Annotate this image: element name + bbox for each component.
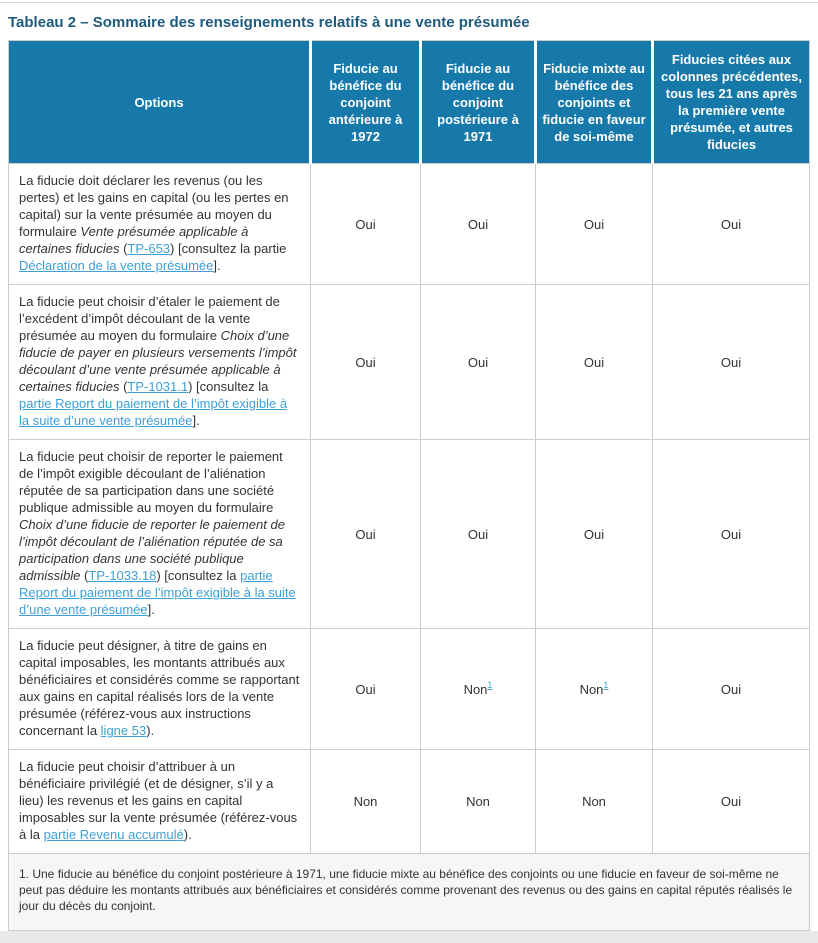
- answer-cell: Non: [311, 750, 421, 854]
- column-header: Fiducie au bénéfice du conjoint postérieure à 1971: [421, 41, 536, 164]
- option-description: La fiducie doit déclarer les revenus (ou les pertes) et les gains en capital (ou les pertes en capital) sur la vente présumée au moyen du formulaire Vente présumée applicable à certaines fiducies (TP-653) [consultez la partie Déclaration de la vente présumée].: [9, 164, 311, 285]
- answer-cell: Oui: [421, 285, 536, 440]
- option-description: La fiducie peut choisir d’étaler le paiement de l’excédent d’impôt découlant de la vente présumée au moyen du formulaire Choix d’une fiducie de payer en plusieurs versements l’impôt découlant d’une vente présumée applicable à certaines fiducies (TP-1031.1) [consultez la partie Report du paiement de l’impôt exigible à la suite d’une vente présumée].: [9, 285, 311, 440]
- table-row: [9, 164, 810, 285]
- answer-cell: Oui: [536, 285, 653, 440]
- answer-cell: Oui: [653, 285, 810, 440]
- answer-cell: Non$^1$: [421, 629, 536, 750]
- form-title: Vente présumée applicable à certaines fiducies: [19, 224, 249, 256]
- answer-cell: Oui: [311, 629, 421, 750]
- option-description: La fiducie peut choisir de reporter le paiement de l’impôt exigible découlant de l’aliénation réputée de sa participation dans une société publique admissible au moyen du formulaire Choix d’une fiducie de reporter le paiement de l’impôt découlant de l’aliénation réputée de sa participation dans une société publique admissible (TP-1033.18) [consultez la partie Report du paiement de l’impôt exigible à la suite d’une vente présumée].: [9, 440, 311, 629]
- inline-link[interactable]: TP-1031.1: [127, 379, 189, 394]
- table-row: [9, 750, 810, 854]
- answer-cell: Oui: [421, 164, 536, 285]
- form-title: Choix d’une fiducie de reporter le paiement de l’impôt découlant de l’aliénation réputée de sa participation dans une société publique admissible: [19, 517, 285, 583]
- column-header: Options: [9, 41, 311, 164]
- top-divider: [0, 2, 818, 3]
- answer-cell: Oui: [653, 750, 810, 854]
- answer-cell: Non: [421, 750, 536, 854]
- inline-link[interactable]: Déclaration de la vente présumée: [19, 258, 214, 273]
- answer-cell: Oui: [653, 629, 810, 750]
- page-title: Tableau 2 – Sommaire des renseignements relatifs à une vente présumée: [8, 14, 530, 31]
- answer-cell: Non$^1$: [536, 629, 653, 750]
- table-row: [9, 285, 810, 440]
- footnote-row: [9, 854, 810, 931]
- inline-link[interactable]: partie Report du paiement de l’impôt exigible à la suite d’une vente présumée: [19, 396, 288, 428]
- form-title: Choix d’une fiducie de payer en plusieurs versements l’impôt découlant d’une vente présumée applicable à certaines fiducies: [19, 328, 297, 394]
- answer-cell: Oui: [421, 440, 536, 629]
- footnote-text: 1. Une fiducie au bénéfice du conjoint postérieure à 1971, une fiducie mixte au bénéfice des conjoints ou une fiducie en faveur de soi-même ne peut pas déduire les montants attribués aux bénéficiaires et considérés comme provenant des revenus ou des gains en capital réputés réalisés le jour du décès du conjoint.: [9, 854, 810, 931]
- answer-cell: Oui: [653, 440, 810, 629]
- answer-cell: Oui: [536, 164, 653, 285]
- inline-link[interactable]: TP-653: [127, 241, 171, 256]
- bottom-section-divider: [0, 931, 818, 943]
- answer-cell: Oui: [653, 164, 810, 285]
- inline-link[interactable]: TP-1033.18: [88, 568, 157, 583]
- footnote-ref-link[interactable]: 1: [487, 680, 493, 691]
- column-header: Fiducies citées aux colonnes précédentes, tous les 21 ans après la première vente présumée, et autres fiducies: [653, 41, 810, 164]
- page-content: [0, 13, 818, 931]
- option-description: La fiducie peut désigner, à titre de gains en capital imposables, les montants attribués aux bénéficiaires et considérés comme se rapportant aux gains en capital réalisés lors de la vente présumée (référez-vous aux instructions concernant la ligne 53).: [9, 629, 311, 750]
- table-header-row: [9, 41, 810, 164]
- inline-link[interactable]: partie Report du paiement de l’impôt exigible à la suite d’une vente présumée: [19, 568, 296, 617]
- table-row: [9, 629, 810, 750]
- option-description: La fiducie peut choisir d’attribuer à un bénéficiaire privilégié (et de désigner, s’il y a lieu) les revenus et les gains en capital imposables sur la vente présumée (référez-vous à la partie Revenu accumulé).: [9, 750, 311, 854]
- answer-cell: Non: [536, 750, 653, 854]
- answer-cell: Oui: [536, 440, 653, 629]
- answer-cell: Oui: [311, 440, 421, 629]
- column-header: Fiducie au bénéfice du conjoint antérieure à 1972: [311, 41, 421, 164]
- presumed-sale-summary-table: [8, 40, 810, 931]
- table-row: [9, 440, 810, 629]
- answer-cell: Oui: [311, 164, 421, 285]
- column-header: Fiducie mixte au bénéfice des conjoints et fiducie en faveur de soi-même: [536, 41, 653, 164]
- footnote-ref-link[interactable]: 1: [603, 680, 609, 691]
- inline-link[interactable]: partie Revenu accumulé: [43, 827, 184, 842]
- answer-cell: Oui: [311, 285, 421, 440]
- inline-link[interactable]: ligne 53: [100, 723, 147, 738]
